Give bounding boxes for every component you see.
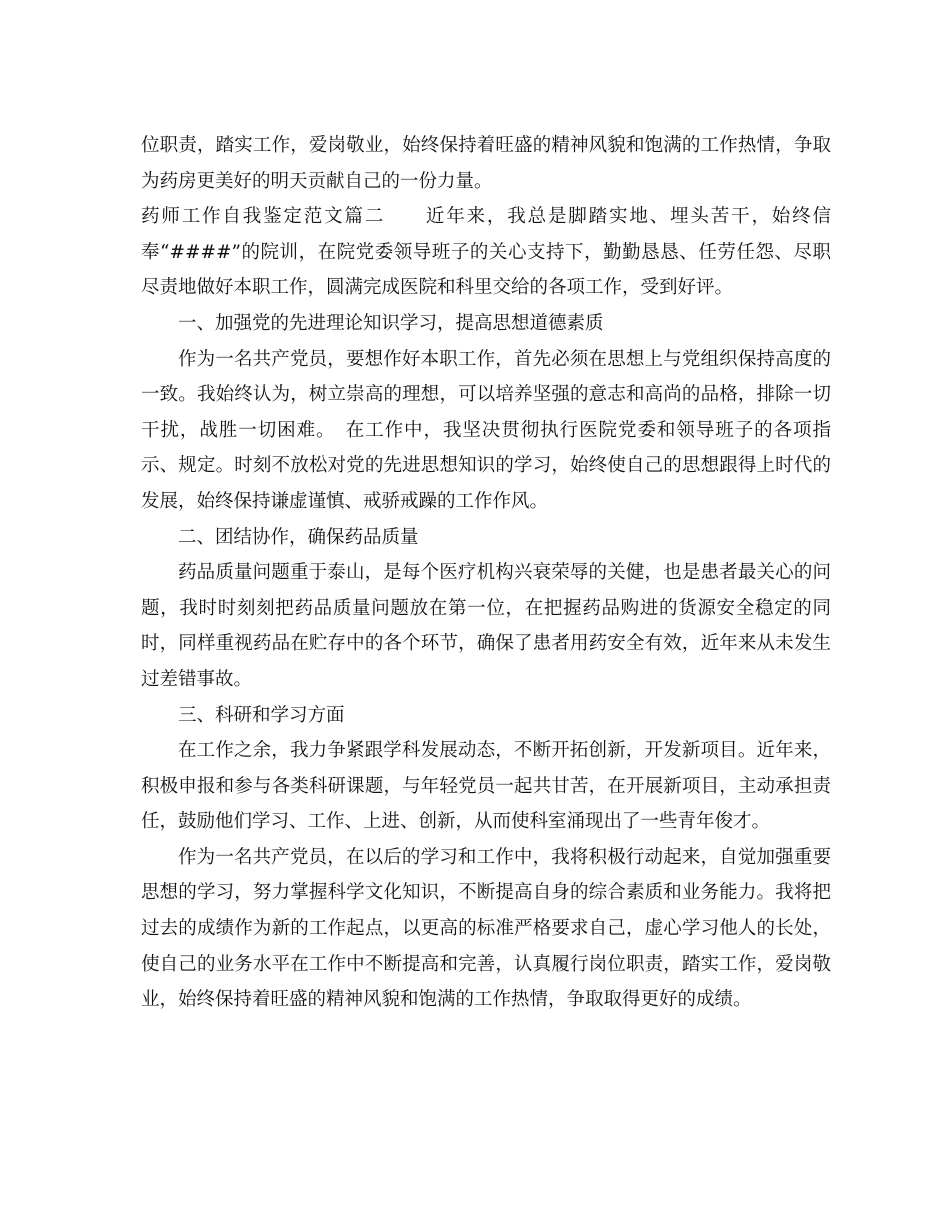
- paragraph-6: 作为一名共产党员，在以后的学习和工作中，我将积极行动起来，自觉加强重要思想的学习，努力掌握科学文化知识，不断提高自身的综合素质和业务能力。我将把过去的成绩作为新的工作起点，以更高的标准严格要求自己，虚心学习他人的长处，使自己的业务水平在工作中不断提高和完善，认真履行岗位职责，踏实工作，爱岗敬业，始终保持着旺盛的精神风貌和饱满的工作热情，争取取得更好的成绩。: [141, 846, 831, 1011]
- paragraph-3: 作为一名共产党员，要想作好本职工作，首先必须在思想上与党组织保持高度的一致。我始终认为，树立崇高的理想，可以培养坚强的意志和高尚的品格，排除一切干扰，战胜一切困难。 在工作中，我坚决贯彻执行医院党委和领导班子的各项指示、规定。时刻不放松对党的先进思想知识的学习，始终使自己的思想跟得上时代的发展，始终保持谦虚谨慎、戒骄戒躁的工作作风。: [141, 348, 831, 512]
- section-heading-2: 二、团结协作，确保药品质量: [178, 526, 419, 548]
- paragraph-1: 位职责，踏实工作，爱岗敬业，始终保持着旺盛的精神风貌和饱满的工作热情，争取为药房更美好的明天贡献自己的一份力量。: [141, 135, 831, 192]
- paragraph-5: 在工作之余，我力争紧跟学科发展动态，不断开拓创新，开发新项目。近年来，积极申报和参与各类科研课题，与年轻党员一起共甘苦，在开展新项目，主动承担责任，鼓励他们学习、工作、上进、创新，从而使科室涌现出了一些青年俊才。: [141, 740, 831, 833]
- paragraph-4: 药品质量问题重于泰山，是每个医疗机构兴衰荣辱的关健，也是患者最关心的问题，我时时刻刻把药品质量问题放在第一位，在把握药品购进的货源安全稳定的同时，同样重视药品在贮存中的各个环节，确保了患者用药安全有效，近年来从未发生过差错事故。: [141, 562, 831, 690]
- document-body: [141, 128, 831, 1018]
- section-heading-3: 三、科研和学习方面: [178, 704, 345, 726]
- paragraph-2: 药师工作自我鉴定范文篇二 近年来，我总是脚踏实地、埋头苦干，始终信奉“####”的院训，在院党委领导班子的关心支持下，勤勤恳恳、任劳任怨、尽职尽责地做好本职工作，圆满完成医院和科里交给的各项工作，受到好评。: [141, 206, 831, 299]
- section-heading-1: 一、加强党的先进理论知识学习，提高思想道德素质: [178, 312, 604, 334]
